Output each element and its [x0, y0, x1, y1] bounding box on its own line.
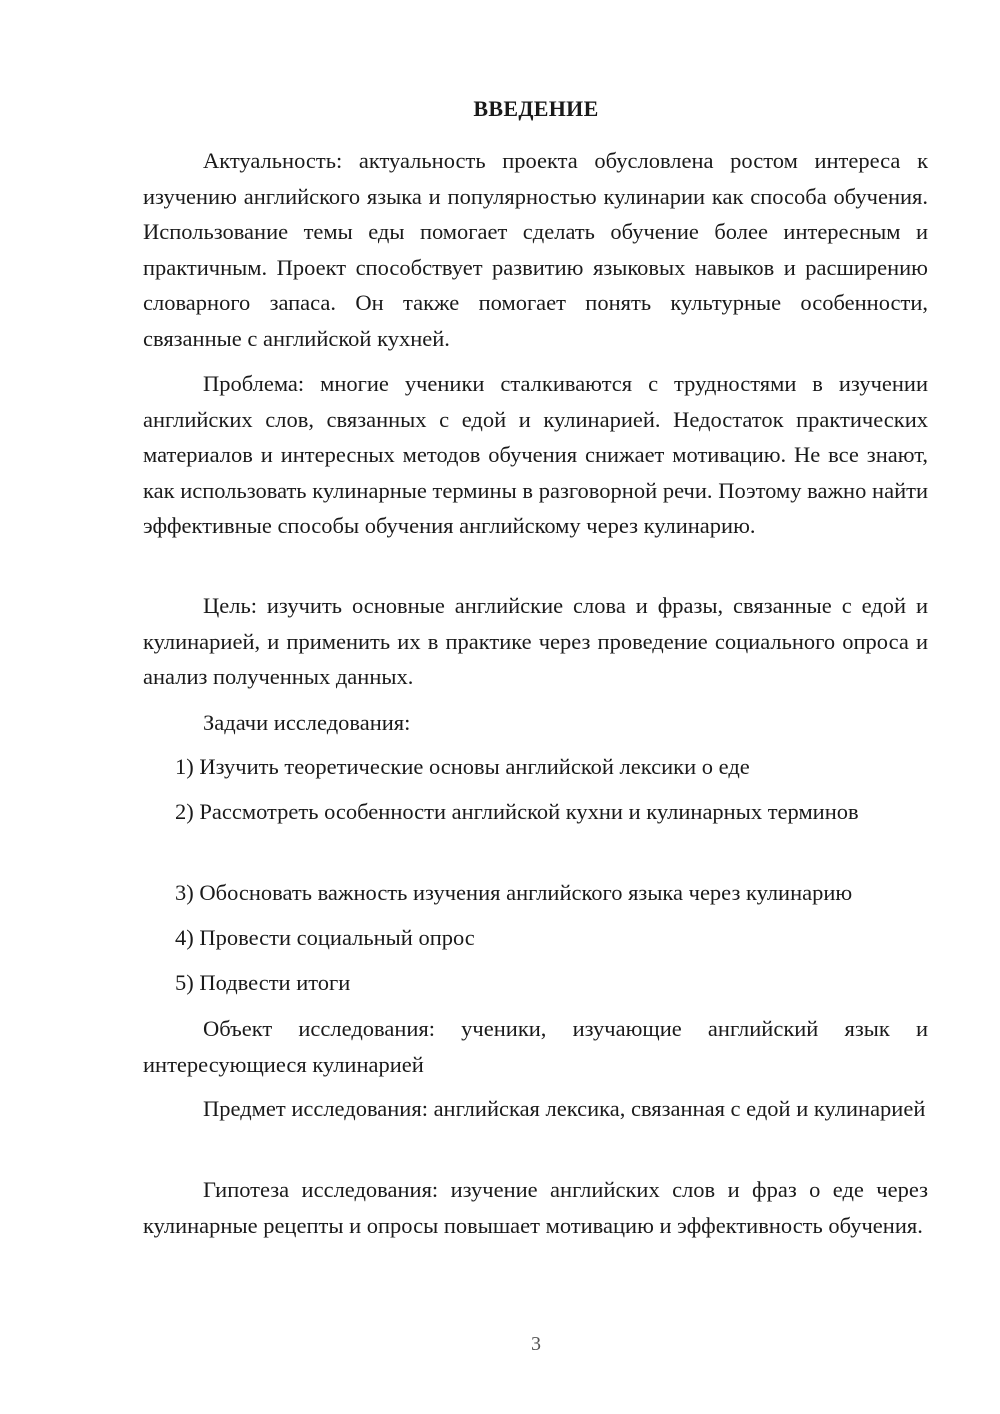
task-item-4: 4) Провести социальный опрос: [175, 925, 475, 950]
page-title: ВВЕДЕНИЕ: [473, 96, 599, 121]
task-item-3: 3) Обосновать важность изучения английского языка через кулинарию: [175, 880, 853, 905]
task-item-2: 2) Рассмотреть особенности английской кухни и кулинарных терминов: [175, 799, 859, 824]
task-item-1: 1) Изучить теоретические основы английской лексики о еде: [175, 754, 750, 779]
tasks-heading: Задачи исследования:: [203, 710, 411, 735]
paragraph-goal: Цель: изучить основные английские слова и фразы, связанные с едой и кулинарией, и применить их в практике через проведение социального опроса и анализ полученных данных.: [143, 593, 928, 689]
paragraph-hypothesis: Гипотеза исследования: изучение английских слов и фраз о еде через кулинарные рецепты и опросы повышает мотивацию и эффективность обучения.: [143, 1177, 928, 1238]
paragraph-problem: Проблема: многие ученики сталкиваются с трудностями в изучении английских слов, связанных с едой и кулинарией. Недостаток практических материалов и интересных методов обучения снижает мотивацию. Не все знают, как использовать кулинарные термины в разговорной речи. Поэтому важно найти эффективные способы обучения английскому через кулинарию.: [143, 371, 928, 538]
page-number: 3: [531, 1333, 541, 1355]
task-item-5: 5) Подвести итоги: [175, 970, 351, 995]
paragraph-actuality: Актуальность: актуальность проекта обусловлена ростом интереса к изучению английского языка и популярностью кулинарии как способа обучения. Использование темы еды помогает сделать обучение более интересным и практичным. Проект способствует развитию языковых навыков и расширению словарного запаса. Он также помогает понять культурные особенности, связанные с английской кухней.: [143, 148, 928, 351]
paragraph-object: Объект исследования: ученики, изучающие английский язык и интересующиеся кулинарией: [143, 1016, 928, 1077]
paragraph-subject: Предмет исследования: английская лексика, связанная с едой и кулинарией: [203, 1096, 926, 1121]
